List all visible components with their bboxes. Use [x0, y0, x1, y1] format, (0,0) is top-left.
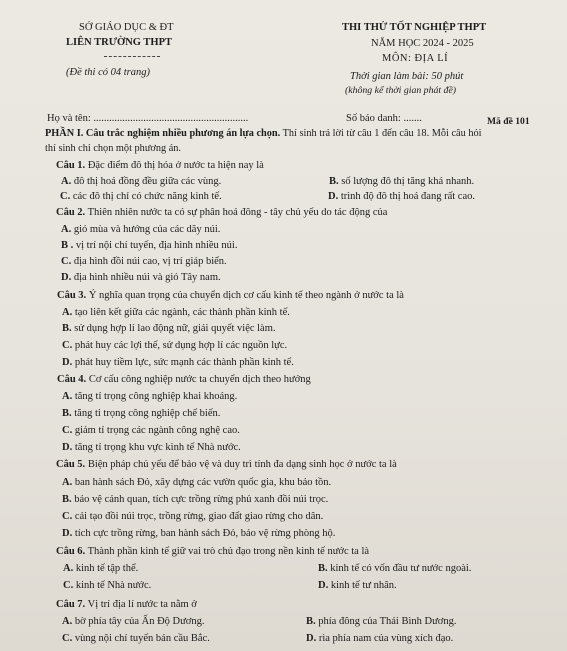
subject: MÔN: ĐỊA LÍ — [382, 53, 449, 64]
option-1c[interactable] — [60, 191, 222, 202]
option-text: tăng tỉ trọng công nghiệp chế biến. — [71, 408, 221, 419]
option-5a[interactable] — [62, 477, 331, 488]
option-letter: C. — [62, 425, 73, 436]
option-3c[interactable] — [62, 340, 287, 351]
option-letter: B. — [62, 494, 72, 505]
question-number: Câu 7. — [56, 599, 86, 610]
section-instruction-2: thí sinh chỉ chọn một phương án. — [45, 143, 182, 154]
option-text: địa hình nhiều núi và gió Tây nam. — [71, 272, 221, 283]
option-7b[interactable] — [306, 616, 456, 627]
option-2c[interactable] — [61, 256, 227, 267]
option-letter: A. — [62, 616, 73, 627]
section-instruction: Thí sinh trả lời từ câu 1 đến câu 18. Mỗi câu hỏi — [280, 128, 482, 139]
option-text: vùng nội chí tuyến bán cầu Bắc. — [72, 633, 210, 644]
question-stem: Thành phần kinh tế giữ vai trò chủ đạo trong nền kinh tế nước ta là — [85, 546, 370, 557]
option-7a[interactable] — [62, 616, 205, 627]
school-name: LIÊN TRƯỜNG THPT — [66, 37, 172, 48]
option-letter: D. — [62, 442, 73, 453]
option-letter: B. — [306, 616, 316, 627]
option-4a[interactable] — [62, 391, 237, 402]
option-1a[interactable] — [61, 176, 221, 187]
page-count-note: (Đề thi có 04 trang) — [66, 67, 150, 78]
option-text: gió mùa và hướng của các dãy núi. — [71, 224, 221, 235]
option-letter: D. — [318, 580, 329, 591]
option-letter: C. — [60, 191, 71, 202]
question-1 — [56, 160, 264, 171]
option-text: bảo vệ cảnh quan, tích cực trồng rừng phủ xanh đồi núi trọc. — [71, 494, 329, 505]
option-4c[interactable] — [62, 425, 240, 436]
option-1b[interactable] — [329, 176, 474, 187]
option-letter: C. — [63, 580, 74, 591]
option-letter: D. — [306, 633, 317, 644]
option-text: đô thị hoá đồng đều giữa các vùng. — [71, 176, 222, 187]
option-3b[interactable] — [62, 323, 276, 334]
option-4b[interactable] — [62, 408, 220, 419]
option-7d[interactable] — [306, 633, 453, 644]
question-number: Câu 2. — [56, 207, 86, 218]
sbd-label: Số báo danh: — [346, 113, 404, 124]
question-stem: Đặc điểm đô thị hóa ở nước ta hiện nay là — [85, 160, 264, 171]
section-header — [45, 128, 482, 139]
question-3 — [57, 290, 404, 301]
option-3d[interactable] — [62, 357, 294, 368]
option-letter: B . — [61, 240, 74, 251]
option-6b[interactable] — [318, 563, 471, 574]
name-blank: ........................................................... — [93, 113, 249, 124]
question-stem: Thiên nhiên nước ta có sự phân hoá đông - tây chủ yếu do tác động của — [85, 207, 388, 218]
question-6 — [56, 546, 369, 557]
option-text: vị trí nội chí tuyến, địa hình nhiều núi. — [73, 240, 238, 251]
option-letter: B. — [62, 408, 72, 419]
option-text: địa hình đồi núi cao, vị trí giáp biển. — [71, 256, 227, 267]
option-text: kinh tế có vốn đầu tư nước ngoài. — [327, 563, 472, 574]
option-6d[interactable] — [318, 580, 397, 591]
option-text: bờ phía tây của Ấn Độ Dương. — [72, 616, 205, 627]
option-text: tăng tỉ trọng khu vực kinh tế Nhà nước. — [72, 442, 241, 453]
exam-title: THI THỬ TỐT NGHIỆP THPT — [342, 22, 487, 33]
question-4 — [57, 374, 311, 385]
question-stem: Ý nghĩa quan trọng của chuyển dịch cơ cấu kinh tế theo ngành ở nước ta là — [86, 290, 404, 301]
option-text: số lượng đô thị tăng khá nhanh. — [338, 176, 475, 187]
question-stem: Vị trí địa lí nước ta nằm ở — [85, 599, 197, 610]
question-7 — [56, 599, 197, 610]
time-allowed: Thời gian làm bài: 50 phút — [350, 71, 464, 82]
option-letter: C. — [61, 256, 72, 267]
option-text: kinh tế tư nhân. — [328, 580, 397, 591]
option-text: các đô thị chỉ có chức năng kinh tế. — [70, 191, 222, 202]
option-5c[interactable] — [62, 511, 323, 522]
option-letter: C. — [62, 511, 73, 522]
option-text: rìa phía nam của vùng xích đạo. — [316, 633, 454, 644]
option-text: tạo liên kết giữa các ngành, các thành phần kinh tế. — [72, 307, 290, 318]
option-5d[interactable] — [62, 528, 335, 539]
option-text: kinh tế tập thể. — [73, 563, 139, 574]
section-title: PHẦN I. Câu trắc nghiệm nhiều phương án lựa chọn. — [45, 128, 281, 139]
option-text: phát huy tiềm lực, sức mạnh các thành phần kinh tế. — [72, 357, 294, 368]
option-2b[interactable] — [61, 240, 237, 251]
header-divider-left — [104, 56, 160, 57]
option-letter: C. — [62, 340, 73, 351]
exam-code: Mã đề 101 — [487, 116, 530, 127]
school-year: NĂM HỌC 2024 - 2025 — [371, 38, 474, 49]
option-letter: A. — [62, 391, 73, 402]
option-letter: B. — [329, 176, 339, 187]
option-text: phía đông của Thái Bình Dương. — [315, 616, 457, 627]
option-text: kinh tế Nhà nước. — [73, 580, 152, 591]
option-text: giảm tỉ trọng các ngành công nghệ cao. — [72, 425, 240, 436]
question-number: Câu 6. — [56, 546, 86, 557]
option-text: cải tạo đồi núi trọc, trồng rừng, giao đất giao rừng cho dân. — [72, 511, 324, 522]
option-letter: D. — [328, 191, 339, 202]
option-text: phát huy các lợi thế, sử dụng hợp lí các nguồn lực. — [72, 340, 288, 351]
name-label: Họ và tên: — [47, 113, 94, 124]
option-letter: D. — [62, 357, 73, 368]
question-number: Câu 3. — [57, 290, 87, 301]
department-name: SỞ GIÁO DỤC & ĐT — [79, 22, 174, 33]
option-letter: D. — [61, 272, 72, 283]
candidate-number-row — [346, 113, 422, 124]
option-text: sử dụng hợp lí lao động nữ, giải quyết việc làm. — [71, 323, 276, 334]
option-letter: B. — [62, 323, 72, 334]
option-letter: A. — [63, 563, 74, 574]
option-6c[interactable] — [63, 580, 151, 591]
option-2a[interactable] — [61, 224, 220, 235]
option-5b[interactable] — [62, 494, 328, 505]
option-7c[interactable] — [62, 633, 210, 644]
option-letter: B. — [318, 563, 328, 574]
option-letter: A. — [61, 176, 72, 187]
question-number: Câu 4. — [57, 374, 87, 385]
option-text: tăng tỉ trọng công nghiệp khai khoáng. — [72, 391, 238, 402]
option-1d[interactable] — [328, 191, 475, 202]
time-note: (không kể thời gian phát đề) — [345, 85, 457, 96]
question-stem: Cơ cấu công nghiệp nước ta chuyển dịch theo hướng — [86, 374, 311, 385]
question-stem: Biện pháp chủ yếu để bảo vệ và duy trì tính đa dạng sinh học ở nước ta là — [85, 459, 397, 470]
option-4d[interactable] — [62, 442, 241, 453]
candidate-name-row — [47, 113, 248, 124]
question-number: Câu 5. — [56, 459, 86, 470]
option-3a[interactable] — [62, 307, 290, 318]
question-number: Câu 1. — [56, 160, 86, 171]
option-letter: D. — [62, 528, 73, 539]
option-letter: A. — [62, 477, 73, 488]
option-text: trình độ đô thị hoá đang rất cao. — [338, 191, 475, 202]
sbd-blank: ....... — [403, 113, 422, 124]
option-letter: A. — [62, 307, 73, 318]
option-6a[interactable] — [63, 563, 138, 574]
option-letter: C. — [62, 633, 73, 644]
question-5 — [56, 459, 397, 470]
option-text: ban hành sách Đỏ, xây dựng các vườn quốc gia, khu bảo tồn. — [72, 477, 332, 488]
question-2 — [56, 207, 387, 218]
option-letter: A. — [61, 224, 72, 235]
option-text: tích cực trồng rừng, ban hành sách Đỏ, bảo vệ rừng phòng hộ. — [72, 528, 336, 539]
option-2d[interactable] — [61, 272, 221, 283]
